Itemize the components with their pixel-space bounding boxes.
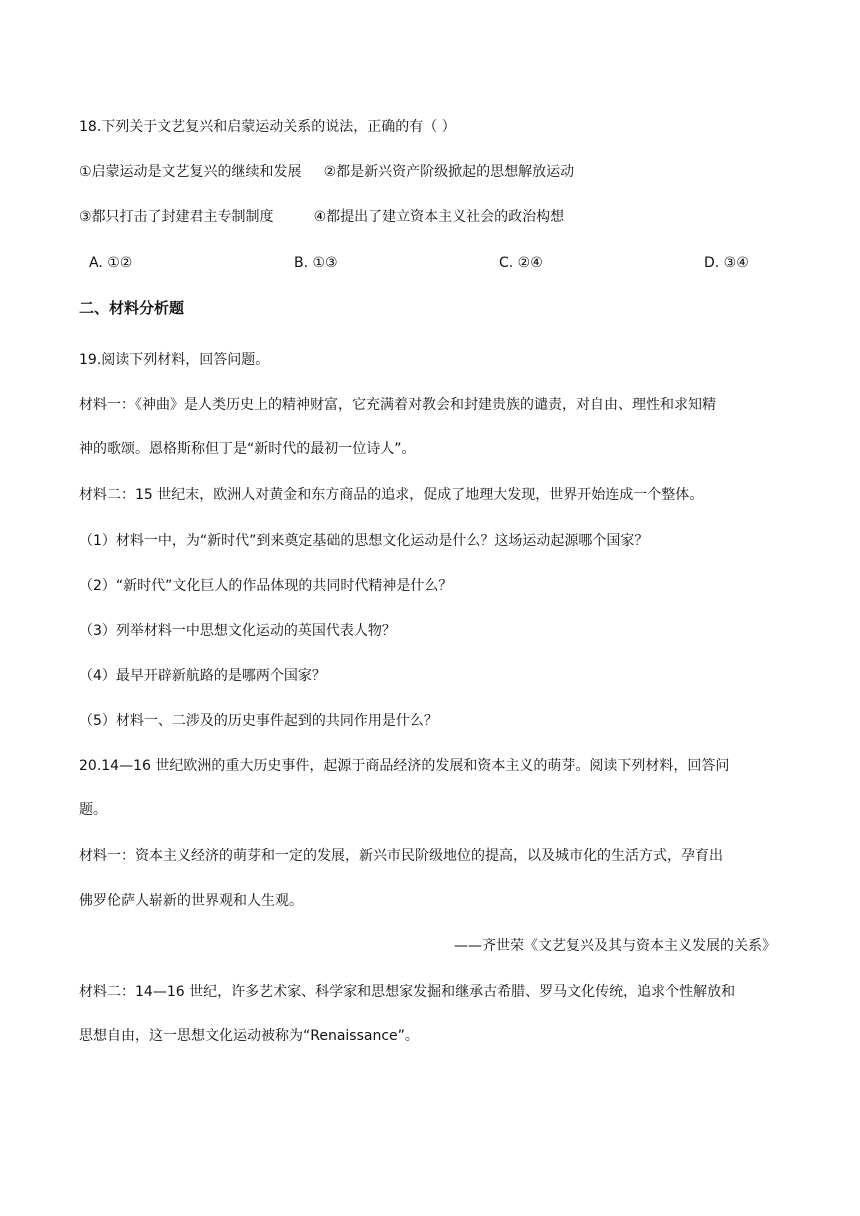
q18-statement-3: ③都只打击了封建君主专制制度 bbox=[79, 209, 274, 225]
q20-source: ——齐世荣《文艺复兴及其与资本主义发展的关系》 bbox=[454, 938, 776, 954]
q18-option-b: B. ①③ bbox=[294, 255, 338, 271]
q18-statement-row-2 bbox=[79, 207, 789, 227]
q19-material2: 材料二：15 世纪末，欧洲人对黄金和东方商品的追求，促成了地理大发现，世界开始连成一个整体。 bbox=[79, 487, 704, 503]
q20-stem-line1: 20.14—16 世纪欧洲的重大历史事件，起源于商品经济的发展和资本主义的萌芽。阅读下列材料，回答问 bbox=[79, 758, 730, 774]
q19-stem: 19.阅读下列材料，回答问题。 bbox=[79, 352, 270, 368]
q18-option-a: A. ①② bbox=[89, 255, 133, 271]
q19-question-4: （4）最早开辟新航路的是哪两个国家？ bbox=[79, 668, 326, 684]
q19-question-5: （5）材料一、二涉及的历史事件起到的共同作用是什么？ bbox=[79, 713, 438, 729]
q19-question-2: （2）“新时代”文化巨人的作品体现的共同时代精神是什么？ bbox=[79, 578, 453, 594]
q19-material1-line2: 神的歌颂。恩格斯称但丁是“新时代的最初一位诗人”。 bbox=[79, 441, 416, 457]
q20-material2-line2: 思想自由，这一思想文化运动被称为“Renaissance”。 bbox=[79, 1028, 419, 1044]
q19-material1-line1: 材料一：《神曲》是人类历史上的精神财富，它充满着对教会和封建贵族的谴责，对自由、理性和求知精 bbox=[79, 397, 716, 413]
section-title: 二、材料分析题 bbox=[79, 299, 185, 317]
q20-material1-line2: 佛罗伦萨人崭新的世界观和人生观。 bbox=[79, 893, 303, 909]
q20-material2-line1: 材料二：14—16 世纪，许多艺术家、科学家和思想家发掘和继承古希腊、罗马文化传统，追求个性解放和 bbox=[79, 984, 736, 1000]
q18-option-c: C. ②④ bbox=[499, 255, 543, 271]
q18-statement-2: ②都是新兴资产阶级掀起的思想解放运动 bbox=[323, 164, 575, 180]
q18-option-d: D. ③④ bbox=[704, 255, 749, 271]
q19-question-1: （1）材料一中，为“新时代”到来奠定基础的思想文化运动是什么？这场运动起源哪个国家？ bbox=[79, 533, 649, 549]
q18-statement-1: ①启蒙运动是文艺复兴的继续和发展 bbox=[79, 164, 302, 180]
q19-question-3: （3）列举材料一中思想文化运动的英国代表人物？ bbox=[79, 623, 396, 639]
q20-material1-line1: 材料一：资本主义经济的萌芽和一定的发展，新兴市民阶级地位的提高，以及城市化的生活方式，孕育出 bbox=[79, 848, 723, 864]
q18-statement-4: ④都提出了建立资本主义社会的政治构想 bbox=[313, 209, 565, 225]
q18-statement-row-1 bbox=[79, 162, 789, 182]
q18-stem: 18.下列关于文艺复兴和启蒙运动关系的说法，正确的有（ ） bbox=[79, 119, 456, 135]
q20-stem-line2: 题。 bbox=[79, 802, 107, 818]
